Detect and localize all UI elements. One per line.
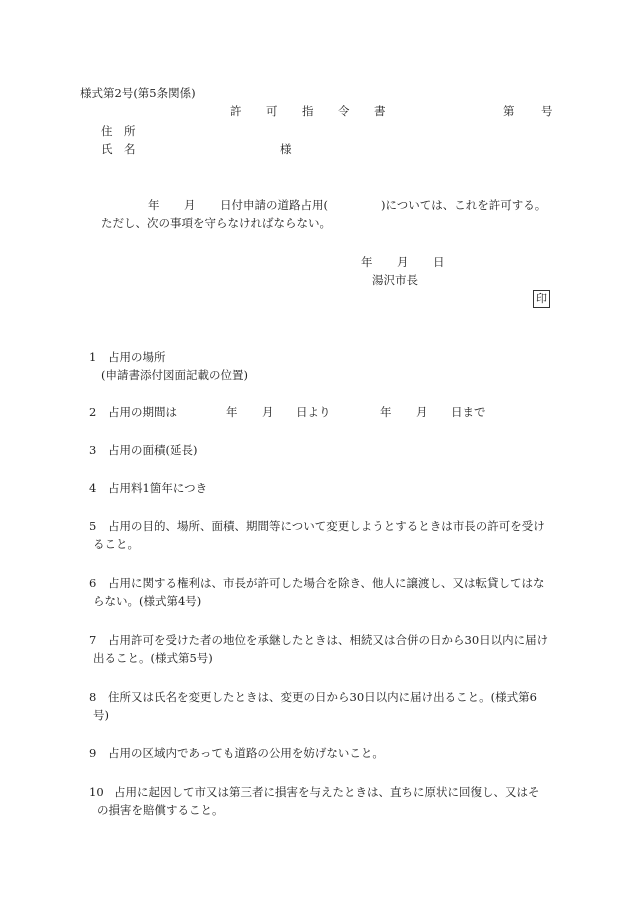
- condition-8-line2: 号): [93, 708, 109, 722]
- seal-stamp: 印: [533, 290, 550, 308]
- address-label: 住 所: [101, 124, 136, 138]
- honorific: 様: [280, 142, 292, 156]
- condition-3-number: 3: [89, 443, 97, 457]
- condition-2-month-end: 月: [416, 405, 428, 419]
- condition-6-line1: 占用に関する権利は、市長が許可した場合を除き、他人に譲渡し、又は転貸してはな: [108, 576, 545, 590]
- condition-1-text: 占用の場所: [108, 350, 166, 364]
- condition-3-text: 占用の面積(延長): [108, 443, 198, 457]
- name-label: 氏 名: [101, 142, 136, 156]
- condition-1-number: 1: [89, 350, 97, 364]
- number-prefix: 第: [503, 104, 515, 118]
- condition-9-number: 9: [89, 746, 97, 760]
- condition-10-line2: の損害を賠償すること。: [97, 803, 224, 817]
- condition-4-number: 4: [89, 481, 97, 495]
- permit-text: )については、これを許可する。: [381, 198, 547, 212]
- condition-8-number: 8: [89, 690, 97, 704]
- condition-2-month: 月: [262, 405, 274, 419]
- form-label: 様式第2号(第5条関係): [80, 86, 196, 100]
- condition-8-line1: 住所又は氏名を変更したときは、変更の日から30日以内に届け出ること。(様式第6: [108, 690, 537, 704]
- condition-intro: ただし、次の事項を守らなければならない。: [101, 216, 331, 230]
- title-char-4: 令: [338, 104, 350, 118]
- condition-6-number: 6: [89, 576, 97, 590]
- issuer: 湯沢市長: [372, 273, 418, 287]
- condition-5-line1: 占用の目的、場所、面積、期間等について変更しようとするときは市長の許可を受け: [108, 519, 545, 533]
- condition-7-line2: 出ること。(様式第5号): [93, 651, 213, 665]
- condition-2-year: 年: [226, 405, 238, 419]
- issue-year: 年: [361, 255, 373, 269]
- condition-5-number: 5: [89, 519, 97, 533]
- body-year: 年: [148, 198, 160, 212]
- condition-2-text: 占用の期間は: [108, 405, 177, 419]
- condition-2-until: 日まで: [451, 405, 486, 419]
- condition-4-text: 占用料1箇年につき: [108, 481, 208, 495]
- condition-1-sub: (申請書添付図面記載の位置): [101, 368, 248, 382]
- body-date-suffix: 日付申請の道路占用(: [220, 198, 328, 212]
- issue-day: 日: [433, 255, 445, 269]
- condition-10-line1: 占用に起因して市又は第三者に損害を与えたときは、直ちに原状に回復し、又はそ: [114, 785, 540, 799]
- title-char-2: 可: [266, 104, 278, 118]
- condition-7-line1: 占用許可を受けた者の地位を承継したときは、相続又は合併の日から30日以内に届け: [108, 633, 549, 647]
- condition-2-number: 2: [89, 405, 97, 419]
- condition-10-number: 10: [89, 785, 104, 799]
- condition-2-year-end: 年: [380, 405, 392, 419]
- issue-month: 月: [397, 255, 409, 269]
- body-month: 月: [184, 198, 196, 212]
- number-suffix: 号: [541, 104, 553, 118]
- condition-5-line2: ること。: [93, 537, 139, 551]
- title-char-1: 許: [230, 104, 242, 118]
- condition-9-text: 占用の区域内であっても道路の公用を妨げないこと。: [108, 746, 384, 760]
- title-char-5: 書: [374, 104, 386, 118]
- condition-6-line2: らない。(様式第4号): [93, 594, 202, 608]
- condition-7-number: 7: [89, 633, 97, 647]
- title-char-3: 指: [302, 104, 314, 118]
- condition-2-from: 日より: [296, 405, 331, 419]
